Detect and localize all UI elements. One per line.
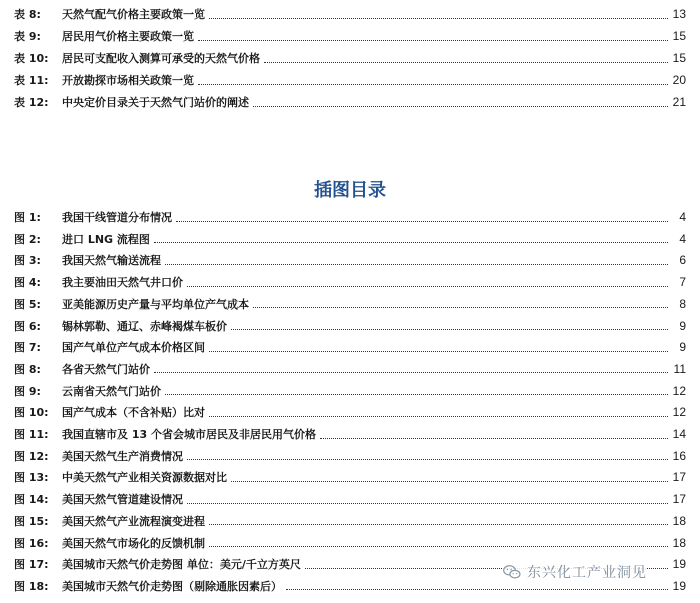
- toc-figure-entry-title: 各省天然气门站价: [62, 362, 150, 376]
- toc-figure-entry-title: 美国天然气生产消费情况: [62, 449, 183, 463]
- dot-leader: [165, 264, 668, 265]
- toc-figure-entry-label: 图 6:: [14, 319, 41, 333]
- dot-leader: [231, 329, 668, 330]
- figures-heading: 插图目录: [314, 180, 386, 201]
- dot-leader: [320, 438, 668, 439]
- toc-table-entry[interactable]: [14, 93, 686, 111]
- toc-figure-entry-label: 图 16:: [14, 536, 49, 550]
- toc-table-entry[interactable]: [14, 27, 686, 45]
- dot-leader: [264, 62, 668, 63]
- toc-table-entry-page-number: 15: [672, 29, 686, 43]
- dot-leader: [253, 307, 668, 308]
- toc-figure-entry-title: 中美天然气产业相关资源数据对比: [62, 471, 227, 485]
- dot-leader: [187, 459, 668, 460]
- toc-figure-entry-label: 图 9:: [14, 384, 41, 398]
- toc-figure-entry-page-number: 19: [672, 557, 686, 572]
- toc-figure-entry-page-number: 9: [679, 340, 686, 355]
- dot-leader: [286, 589, 668, 590]
- toc-figure-entry-label: 图 4:: [14, 276, 41, 290]
- toc-table-entry-page-number: 13: [672, 7, 686, 21]
- toc-figure-entry-label: 图 10:: [14, 406, 49, 420]
- dot-leader: [198, 84, 668, 85]
- toc-figure-entry[interactable]: [14, 317, 686, 335]
- toc-figure-entry-title: 云南省天然气门站价: [62, 384, 161, 398]
- dot-leader: [209, 351, 668, 352]
- toc-figure-entry[interactable]: [14, 512, 686, 530]
- toc-figure-entry[interactable]: [14, 447, 686, 465]
- dot-leader: [231, 481, 668, 482]
- toc-figure-entry-page-number: 8: [679, 296, 686, 311]
- toc-figure-entry-page-number: 6: [679, 253, 686, 268]
- dot-leader: [209, 416, 668, 417]
- dot-leader: [154, 242, 668, 243]
- toc-table-entry-label: 表 9:: [14, 30, 41, 43]
- toc-figure-entry[interactable]: [14, 273, 686, 291]
- toc-figure-entry-title: 美国天然气产业流程演变进程: [62, 514, 205, 528]
- wechat-watermark: [502, 562, 647, 582]
- toc-figure-entry-label: 图 3:: [14, 254, 41, 268]
- toc-figure-entry[interactable]: [14, 338, 686, 356]
- dot-leader: [165, 394, 668, 395]
- toc-figure-entry-page-number: 19: [672, 578, 686, 593]
- toc-figure-entry-page-number: 17: [672, 470, 686, 485]
- toc-figure-entry[interactable]: [14, 251, 686, 269]
- toc-figure-entry-title: 国产气成本（不含补贴）比对: [62, 406, 205, 420]
- dot-leader: [187, 286, 668, 287]
- toc-figure-entry-page-number: 17: [672, 492, 686, 507]
- toc-figure-entry-title: 我国天然气输送流程: [62, 254, 161, 268]
- toc-figure-entry-page-number: 14: [672, 427, 686, 441]
- toc-table-entry-page-number: 20: [672, 73, 686, 87]
- toc-figure-entry-title: 锡林郭勒、通辽、赤峰褐煤车板价: [62, 319, 227, 333]
- toc-table-entry-title: 天然气配气价格主要政策一览: [62, 8, 205, 21]
- toc-table-entry[interactable]: [14, 71, 686, 89]
- dot-leader: [253, 106, 668, 107]
- toc-figure-entry[interactable]: [14, 468, 686, 486]
- toc-figure-entry-page-number: 11: [673, 361, 686, 376]
- toc-figure-entry[interactable]: [14, 425, 686, 443]
- watermark-text: 东兴化工产业洞见: [527, 565, 647, 581]
- toc-figure-entry-page-number: 18: [672, 535, 686, 550]
- toc-figure-entry-label: 图 13:: [14, 471, 49, 485]
- toc-figure-entry[interactable]: [14, 382, 686, 400]
- toc-figure-entry-page-number: 12: [672, 405, 686, 420]
- toc-figure-entry-label: 图 2:: [14, 232, 41, 246]
- toc-figure-entry-title: 国产气单位产气成本价格区间: [62, 341, 205, 355]
- toc-table-entry-title: 开放勘探市场相关政策一览: [62, 74, 194, 87]
- toc-table-entry-label: 表 8:: [14, 8, 41, 21]
- toc-figure-entry-page-number: 7: [679, 275, 686, 290]
- toc-figure-entry-label: 图 14:: [14, 493, 49, 507]
- toc-figure-entry-title: 美国天然气管道建设情况: [62, 493, 183, 507]
- dot-leader: [187, 503, 668, 504]
- toc-figure-entry-title: 美国城市天然气价走势图 单位：美元/千立方英尺: [62, 558, 301, 572]
- toc-figure-entry-title: 美国天然气市场化的反馈机制: [62, 536, 205, 550]
- toc-figure-entry-title: 我国干线管道分布情况: [62, 211, 172, 224]
- toc-table-entry-label: 表 12:: [14, 96, 49, 109]
- toc-table-entry-title: 居民可支配收入测算可承受的天然气价格: [62, 52, 260, 65]
- toc-figure-entry[interactable]: [14, 534, 686, 552]
- toc-table-entry-label: 表 10:: [14, 52, 49, 65]
- toc-figure-entry-title: 我国直辖市及 13 个省会城市居民及非居民用气价格: [62, 428, 316, 441]
- toc-figure-entry[interactable]: [14, 403, 686, 421]
- toc-table-entry-page-number: 15: [672, 51, 686, 65]
- toc-figure-entry[interactable]: [14, 360, 686, 378]
- dot-leader: [154, 372, 668, 373]
- toc-figure-entry-label: 图 11:: [14, 428, 49, 441]
- toc-table-entry[interactable]: [14, 5, 686, 23]
- toc-figure-entry[interactable]: [14, 295, 686, 313]
- toc-table-entry-title: 中央定价目录关于天然气门站价的阐述: [62, 96, 249, 109]
- toc-figure-entry[interactable]: [14, 490, 686, 508]
- toc-figure-entry-label: 图 18:: [14, 579, 49, 593]
- toc-figure-entry-page-number: 4: [679, 231, 686, 246]
- dot-leader: [209, 524, 668, 525]
- toc-figure-entry-label: 图 1:: [14, 211, 41, 224]
- toc-table-entry-label: 表 11:: [14, 74, 49, 87]
- toc-figure-entry-label: 图 17:: [14, 558, 49, 572]
- toc-figure-entry-title: 亚美能源历史产量与平均单位产气成本: [62, 297, 249, 311]
- dot-leader: [209, 546, 668, 547]
- toc-figure-entry-label: 图 15:: [14, 514, 49, 528]
- toc-figure-entry-title: 我主要油田天然气井口价: [62, 276, 183, 290]
- dot-leader: [198, 40, 668, 41]
- toc-figure-entry-label: 图 8:: [14, 362, 41, 376]
- toc-figure-entry-label: 图 12:: [14, 449, 49, 463]
- dot-leader: [176, 221, 668, 222]
- toc-table-entry-title: 居民用气价格主要政策一览: [62, 30, 194, 43]
- toc-figure-entry-title: 美国城市天然气价走势图（剔除通胀因素后）: [62, 579, 282, 593]
- toc-figure-entry[interactable]: [14, 230, 686, 248]
- toc-table-entry[interactable]: [14, 49, 686, 67]
- toc-figure-entry-title: 进口 LNG 流程图: [62, 232, 150, 246]
- toc-table-entry-page-number: 21: [672, 95, 686, 109]
- dot-leader: [209, 18, 668, 19]
- toc-figure-entry-page-number: 4: [679, 210, 686, 224]
- toc-figure-entry-page-number: 9: [679, 318, 686, 333]
- toc-figure-entry[interactable]: [14, 208, 686, 226]
- toc-figure-entry-page-number: 18: [672, 513, 686, 528]
- toc-figure-entry-label: 图 5:: [14, 297, 41, 311]
- wechat-icon: [502, 562, 522, 582]
- toc-figure-entry-label: 图 7:: [14, 341, 41, 355]
- toc-figure-entry-page-number: 16: [672, 448, 686, 463]
- toc-figure-entry-page-number: 12: [672, 383, 686, 398]
